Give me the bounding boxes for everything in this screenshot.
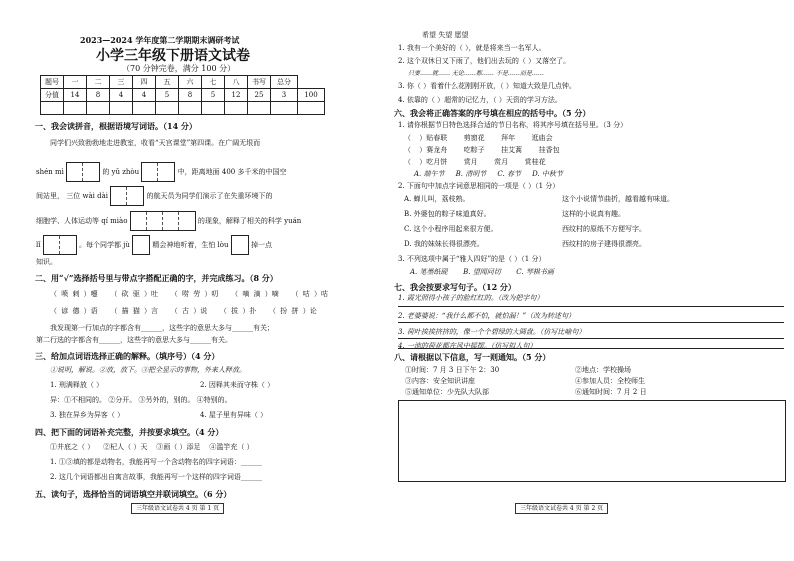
score-input[interactable] [248,102,271,115]
answer-line[interactable] [398,322,784,323]
answer-grid[interactable] [132,235,150,255]
s3-options-2: 异：①不相同的。 ②分开。 ③另外的，别的。 ④特别的。 [50,396,232,404]
score-input[interactable] [298,102,325,115]
s1-line-4: 细胞学、人体运动等 qí miào 的现象，解释了相关的科学 yuán [36,211,301,231]
score-head-cell: 总分 [271,76,298,89]
score-value: 14 [64,89,87,102]
s6-o2-a-right: 这个小说情节曲折，越看越有味道。 [562,195,674,203]
score-head-cell: 五 [156,76,179,89]
score-input[interactable] [202,102,225,115]
score-value: 8 [179,89,202,102]
score-input[interactable] [133,102,156,115]
choice-item[interactable]: （ 谚 德 ）语 [50,307,98,315]
s3-q1[interactable]: 1. 刑满释放（ ） [50,381,104,389]
s2-row-2 [50,307,317,316]
s7-q2: 2. 老婆婆说：“我什么都不怕，就怕漏！”（改为转述句） [398,312,576,320]
s5-q3[interactable]: 3. 你（ ）看着什么花刚刚开放，（ ）知道大致是几点钟。 [398,82,576,90]
choice-item[interactable]: （ 拔 ）扑 [219,307,257,315]
idiom-item[interactable]: ①井底之（ ） [50,443,95,451]
score-value: 100 [298,89,325,102]
s7-q1: 1. 霞光照得小孩子的脸红红的。（改为把字句） [398,294,544,302]
score-head-cell: 六 [179,76,202,89]
score-input[interactable] [225,102,248,115]
score-head-cell: 书写 [248,76,271,89]
answer-line[interactable] [398,338,784,339]
choice-item[interactable]: （ 古 ）说 [170,307,208,315]
score-value: 12 [225,89,248,102]
score-input[interactable] [87,102,110,115]
s6-o2-b-right: 这样的小说真有趣。 [562,210,625,218]
score-head-cell: 二 [87,76,110,89]
score-value: 25 [248,89,271,102]
score-input[interactable] [64,102,87,115]
section-6-title: 六、我会将正确答案的序号填在相应的括号中。（5 分） [394,108,591,118]
option-a[interactable]: A. 笔墨纸砚 [410,268,448,276]
s7-q4: 4. 一池的荷花都在风中摇摆。（仿写拟人句） [398,342,537,350]
answer-line[interactable] [398,348,784,349]
score-blank-row [41,102,325,115]
s2-q1: 我发现第一行加点的字都含有______，这些字的意思大多与______有关； [50,324,274,332]
festival-row-1[interactable]: （ ）贴春联 剪窗花 拜年 逛庙会 [404,134,553,142]
festival-row-2[interactable]: （ ）赛龙舟 吃粽子 挂艾蒿 挂香包 [404,146,560,154]
section-1-title: 一、我会读拼音，根据语境写词语。（14 分） [35,121,197,131]
s6-o2-d-left[interactable]: D. 我的妹妹长得很漂亮。 [404,240,484,248]
left-page [0,0,392,561]
s3-q3[interactable]: 3. 独在异乡为异客（ ） [50,411,125,419]
page-footer: 三年级语文试卷共 4 页 第 1 页 [131,503,224,514]
choice-item[interactable]: （ 砍 驱 ）吐 [110,290,159,298]
score-head-cell: 八 [225,76,248,89]
s5-q1[interactable]: 1. 我有一个美好的（ ），就是将来当一名军人。 [398,44,546,52]
word-choices: 希望 失望 愿望 [422,31,469,39]
score-table [40,75,325,115]
section-2-title: 二、用“√”选择括号里与带点字搭配正确的字，并完成练习。（8 分） [35,273,278,283]
score-input[interactable] [110,102,133,115]
info-content: ③内容：安全知识讲座 [405,377,475,385]
score-value: 3 [271,89,298,102]
choice-item[interactable]: （ 喷 刺 ）嚏 [50,290,98,298]
s4-q1[interactable]: 1. ①③填的都是动物名，我能再写一个含动物名的四字词语：______ [50,458,262,466]
s1-line-3: 间站里， 三位 wài dài 的航天员为同学们演示了在失重环境下的 [36,186,272,206]
answer-grid[interactable] [66,162,100,182]
score-head-cell: 题号 [41,76,64,89]
section-3-title: 三、给加点词语选择正确的解释。（填序号）（4 分） [35,351,220,361]
s6-o2-d-right: 西纹村的房子建得很漂亮。 [562,240,646,248]
s4-q2[interactable]: 2. 这几个词语都出自寓言故事，我能再写一个这样的四字词语______ [50,473,262,481]
s7-q3: 3. 荷叶挨挨挤挤的，像一个个碧绿的大圆盘。（仿写比喻句） [398,328,586,336]
notice-writing-box[interactable] [398,400,786,482]
s3-options: ①说明，解说。②放，放下。③把全显示的事物，外来人释放。 [50,366,246,374]
s6-o2-c-right: 西纹村的原纸不方便写字。 [562,225,646,233]
festival-row-3[interactable]: （ ）吃月饼 赏月 赏月 赏桂花 [404,158,546,166]
idiom-item[interactable]: ②杞人（ ）天 [103,443,148,451]
s1-line-1: 同学们兴致勃勃地走进教室，收看“天宫课堂”第四课。在广阔无垠而 [50,139,261,147]
main-title: 小学三年级下册语文试卷 [96,48,250,64]
info-place: ②地点：学校操场 [575,366,631,374]
section-4-title: 四、把下面的词语补充完整，并按要求填空。（4 分） [35,427,224,437]
s6-o3 [410,268,554,277]
s6-o2-c-left[interactable]: C. 这个小程序用起来很方便。 [404,225,498,233]
score-head-cell: 三 [110,76,133,89]
answer-grid[interactable] [231,235,249,255]
info-time: ①时间：7 月 3 日下午 2：30 [405,366,500,374]
choice-item[interactable]: （ 嘀 滴 ）嘀 [231,290,279,298]
score-label: 分值 [41,89,64,102]
section-8-title: 八、请根据以下信息，写一则通知。（5 分） [394,352,551,362]
idiom-item[interactable]: ④滥竽充（ ） [209,443,254,451]
score-head-cell: 七 [202,76,225,89]
subtitle: （70 分钟完卷，满分 100 分） [122,64,236,73]
score-head-cell: 四 [133,76,156,89]
s2-q2: 第二行选的字都含有______，这些字的意思大多与______有关。 [36,336,232,344]
s1-line-5: lǐ 。每个同学都 jù 精会神地听着，生怕 lòu 掉一点 [36,235,272,255]
s6-intro: 1. 请你根据节日特色选择合适的节日名称，将其序号填在括号里。（3 分） [398,121,628,129]
score-head-cell: 一 [64,76,87,89]
info-unit: ⑤通知单位：少先队大队部 [405,388,489,396]
answer-grid[interactable] [43,235,77,255]
s4-items [50,443,254,452]
conjunction-choices: 只要……就…… 无论……都…… 不是……而是…… [408,70,544,77]
s6-q2[interactable]: 2. 下面句中加点字词意思相同的一项是（ ）（1 分） [398,182,560,190]
exam-title: 2023—2024 学年度第二学期期末调研考试 [80,35,240,45]
info-attendees: ④参加人员：全校师生 [575,377,645,385]
answer-grid[interactable] [130,211,196,231]
choice-item[interactable]: （ 描 猫 ）言 [110,307,159,315]
option-c[interactable]: C. 琴棋书画 [516,268,554,276]
score-value: 4 [133,89,156,102]
choice-item[interactable]: （ 咕 ）咕 [291,290,328,298]
idiom-item[interactable]: ③画（ ）添足 [156,443,201,451]
score-value: 4 [110,89,133,102]
choice-item[interactable]: （ 唠 劳 ）叨 [170,290,219,298]
score-input[interactable] [156,102,179,115]
score-value: 5 [156,89,179,102]
score-head-row [41,76,325,89]
choice-item[interactable]: （ 扮 拼 ）论 [269,307,317,315]
s5-q4[interactable]: 4. 依靠的（ ）超常的记忆力，（ ）天资的学习方法。 [398,96,562,104]
option-b[interactable]: B. 望闻问切 [463,268,501,276]
s3-q4[interactable]: 4. 屋子里有异味（ ） [200,411,268,419]
score-value-row [41,89,325,102]
s1-line-6: 知识。 [36,258,57,266]
section-5-title: 五、读句子，选择恰当的词语填空并联词填空。（6 分） [35,489,232,499]
answer-grid[interactable] [141,162,175,182]
s5-q2[interactable]: 2. 这个双休日又下雨了，他们出去玩的（ ）又落空了。 [398,57,571,65]
score-input[interactable] [179,102,202,115]
score-input[interactable] [271,102,298,115]
answer-line[interactable] [398,306,784,307]
s2-row-1 [50,290,328,299]
s6-o2-b-left[interactable]: B. 外婆包的粽子味道真好。 [404,210,491,218]
s6-q3[interactable]: 3. 不列选项中属于“雅人四好”的是（ ）（1 分） [398,255,546,263]
festival-choices: A. 端午节 B. 清明节 C. 春节 D. 中秋节 [414,170,563,178]
section-7-title: 七、我会按要求写句子。（12 分） [394,282,516,292]
s3-q2[interactable]: 2. 因释其耒而守株（ ） [200,381,275,389]
info-date: ⑥通知时间：7 月 2 日 [575,388,647,396]
s1-line-2: shén mì 的 yǔ zhòu 中，距离地面 400 多千米的中国空 [36,162,286,182]
s6-o2-a-left[interactable]: A. 蝉儿叫，荔枝熟。 [404,195,470,203]
score-value: 8 [87,89,110,102]
answer-grid[interactable] [110,186,144,206]
score-value: 5 [202,89,225,102]
page-footer-2: 三年级语文试卷共 4 页 第 2 页 [515,503,608,514]
